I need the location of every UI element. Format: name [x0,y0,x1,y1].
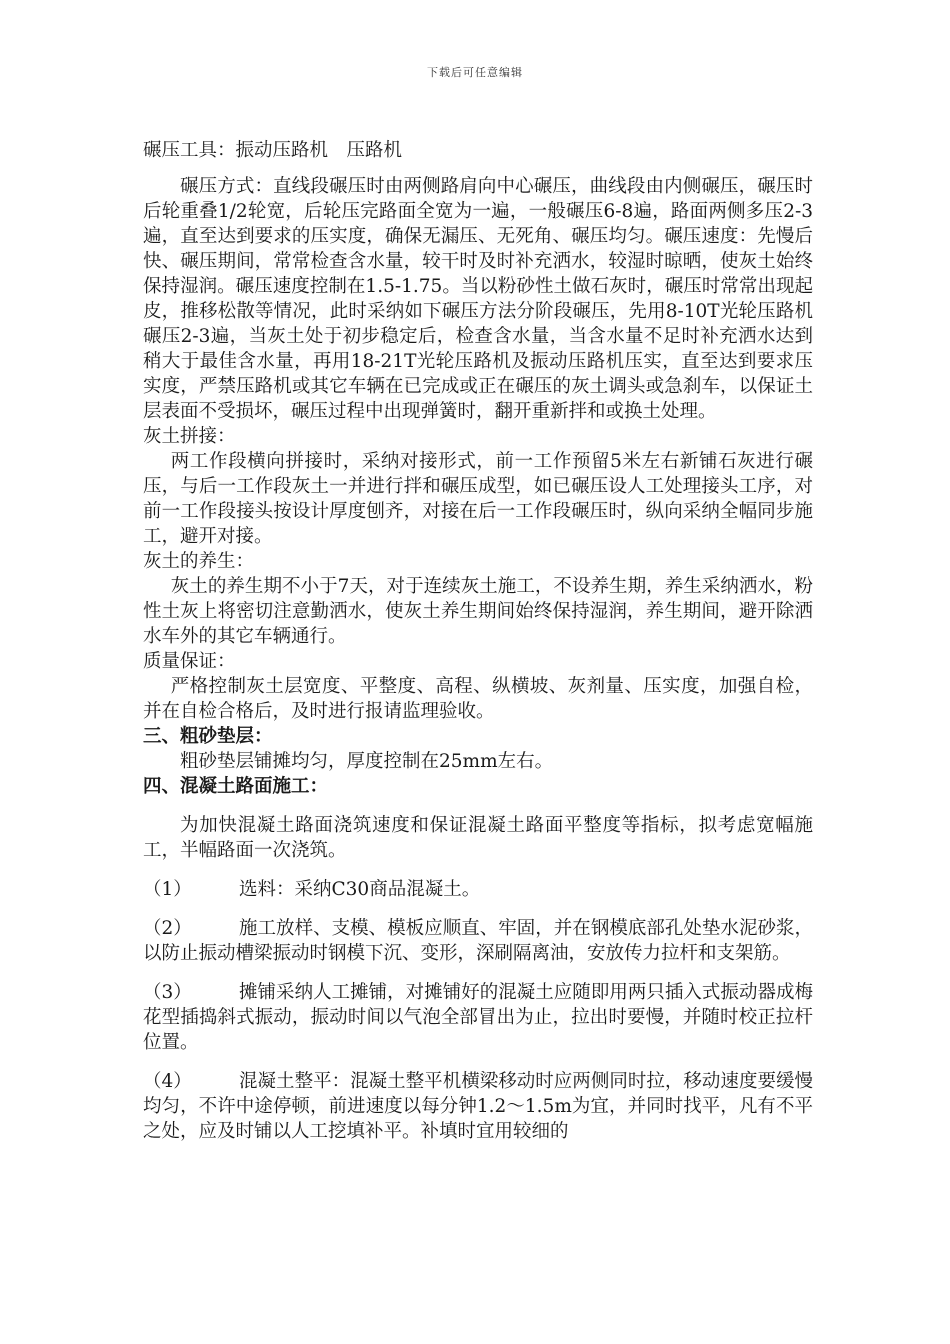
paragraph-coarse-sand-cushion: 粗砂垫层铺摊均匀，厚度控制在25mm左右。 [180,751,554,772]
page-header: 下载后可任意编辑 [427,66,523,79]
heading-concrete-pavement: 四、混凝土路面施工： [143,776,329,797]
list-item-1 [143,877,813,902]
list-item-2 [143,916,813,966]
paragraph-concrete-pavement-intro: 为加快混凝土路面浇筑速度和保证混凝土路面平整度等指标，拟考虑宽幅施工，半幅路面一次浇筑。 [143,815,813,861]
list-item-text: 施工放样、支模、模板应顺直、牢固，并在钢模底部孔处垫水泥砂浆，以防止振动槽梁振动时钢模下沉、变形，深刷隔离油，安放传力拉杆和支架筋。 [143,918,813,964]
list-item-text: 选料：采纳C30商品混凝土。 [239,879,481,900]
heading-coarse-sand-cushion: 三、粗砂垫层： [143,726,273,747]
list-item-3 [143,980,813,1055]
list-item-number: （1） [143,879,192,900]
heading-quality-assurance: 质量保证： [143,651,236,672]
document-body [143,138,813,1144]
list-item-number: （4） [143,1071,192,1092]
paragraph-tools: 碾压工具：振动压路机 压路机 [143,140,403,161]
paragraph-lime-soil-curing: 灰土的养生期不小于7天，对于连续灰土施工，不设养生期，养生采纳洒水，粉性土灰上将密切注意勤洒水，使灰土养生期间始终保持湿润，养生期间，避开除洒水车外的其它车辆通行。 [143,576,813,647]
list-item-number: （3） [143,982,192,1003]
list-item-text: 摊铺采纳人工摊铺，对摊铺好的混凝土应随即用两只插入式振动器成梅花型插捣斜式振动，振动时间以气泡全部冒出为止，拉出时要慢，并随时校正拉杆位置。 [143,982,813,1053]
heading-lime-soil-curing: 灰土的养生： [143,551,255,572]
paragraph-compaction-method: 碾压方式：直线段碾压时由两侧路肩向中心碾压，曲线段由内侧碾压，碾压时后轮重叠1/2轮宽，后轮压完路面全宽为一遍，一般碾压6-8遍，路面两侧多压2-3遍，直至达到要求的压实度，确保无漏压、无死角、碾压均匀。碾压速度：先慢后快、碾压期间，常常检查含水量，较干时及时补充洒水，较湿时晾晒，使灰土始终保持湿润。碾压速度控制在1.5-1.75。当以粉砂性土做石灰时，碾压时常常出现起皮，推移松散等情况，此时采纳如下碾压方法分阶段碾压，先用8-10T光轮压路机碾压2-3遍，当灰土处于初步稳定后，检查含水量，当含水量不足时补充洒水达到稍大于最佳含水量，再用18-21T光轮压路机及振动压路机压实，直至达到要求压实度，严禁压路机或其它车辆在已完成或正在碾压的灰土调头或急刹车，以保证土层表面不受损坏，碾压过程中出现弹簧时，翻开重新拌和或换土处理。 [143,176,813,422]
list-item-4 [143,1069,813,1144]
heading-lime-soil-joint: 灰土拼接： [143,426,236,447]
list-item-text: 混凝土整平：混凝土整平机横梁移动时应两侧同时拉，移动速度要缓慢均匀，不许中途停顿，前进速度以每分钟1.2～1.5m为宜，并同时找平，凡有不平之处，应及时铺以人工挖填补平。补填时宜用较细的 [143,1071,813,1142]
list-item-number: （2） [143,918,192,939]
paragraph-quality-assurance: 严格控制灰土层宽度、平整度、高程、纵横坡、灰剂量、压实度，加强自检，并在自检合格后，及时进行报请监理验收。 [143,676,813,722]
paragraph-lime-soil-joint: 两工作段横向拼接时，采纳对接形式，前一工作预留5米左右新铺石灰进行碾压，与后一工作段灰土一并进行拌和碾压成型，如已碾压设人工处理接头工序，对前一工作段接头按设计厚度刨齐，对接在后一工作段碾压时，纵向采纳全幅同步施工，避开对接。 [143,451,813,547]
